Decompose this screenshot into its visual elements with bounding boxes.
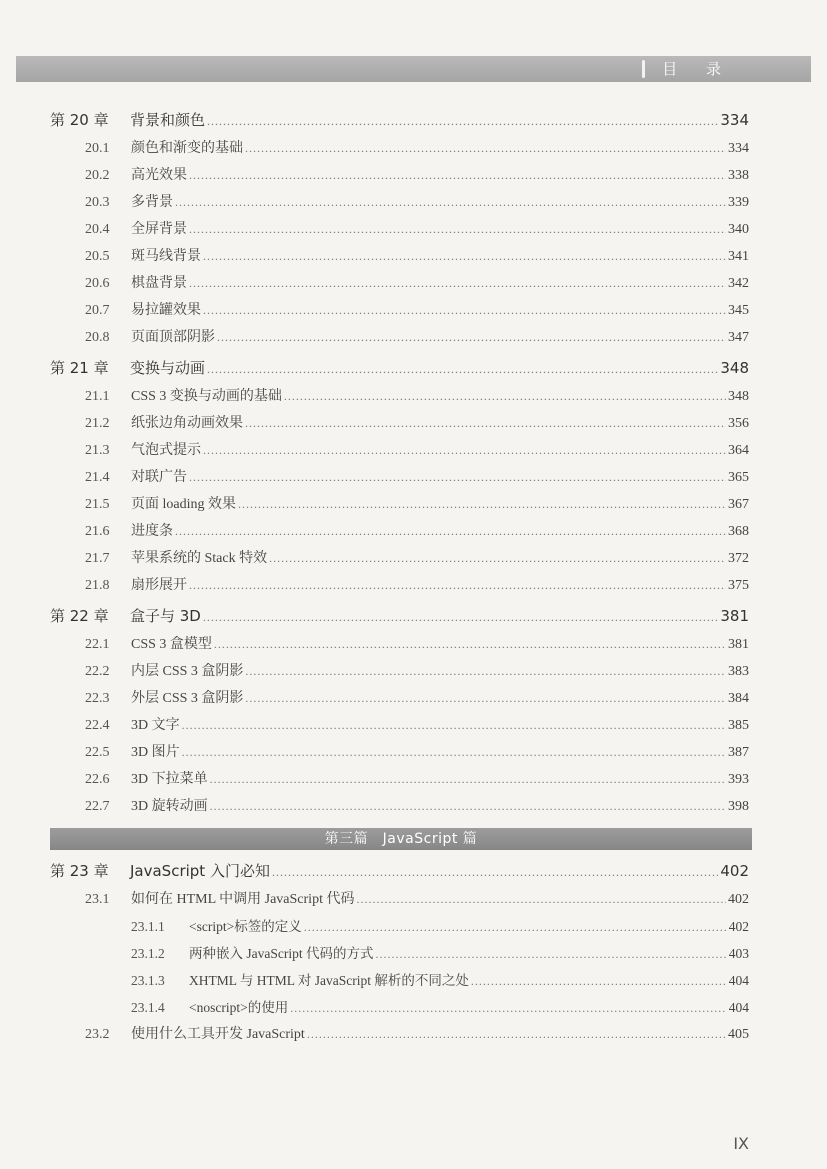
toc-section-21-7[interactable] [50, 547, 749, 574]
section-title: 多背景 [131, 195, 173, 210]
table-of-contents [50, 105, 749, 1050]
section-number: 20.4 [85, 222, 110, 237]
section-title: 如何在 HTML 中调用 JavaScript 代码 [131, 892, 355, 907]
section-title: 全屏背景 [131, 222, 187, 237]
dot-leader [210, 772, 726, 787]
toc-subsection-23-1-2[interactable] [50, 942, 749, 969]
page-ref: 387 [728, 745, 749, 760]
subsection-number: 23.1.3 [131, 973, 165, 988]
toc-section-21-6[interactable] [50, 520, 749, 547]
page-ref: 347 [728, 330, 749, 345]
dot-leader [245, 141, 726, 156]
dot-leader [214, 637, 726, 652]
section-title: 斑马线背景 [131, 249, 201, 264]
page-ref: 402 [728, 892, 749, 907]
page-ref: 334 [720, 111, 749, 129]
toc-section-20-6[interactable] [50, 272, 749, 299]
chapter-title: 背景和颜色 [130, 111, 206, 129]
toc-section-22-7[interactable] [50, 795, 749, 822]
dot-leader [189, 222, 726, 237]
dot-leader [207, 362, 718, 377]
section-title: 棋盘背景 [131, 276, 187, 291]
toc-section-22-1[interactable] [50, 633, 749, 660]
dot-leader [182, 745, 726, 760]
dot-leader [203, 610, 718, 625]
section-number: 21.4 [85, 470, 110, 485]
page-number: IX [733, 1134, 749, 1153]
toc-section-20-3[interactable] [50, 191, 749, 218]
section-number: 20.2 [85, 168, 110, 183]
section-number: 22.7 [85, 799, 110, 814]
dot-leader [189, 470, 726, 485]
section-number: 22.6 [85, 772, 110, 787]
section-title: CSS 3 盒模型 [131, 637, 212, 652]
toc-chapter-21[interactable] [50, 357, 749, 385]
section-title: 3D 旋转动画 [131, 799, 208, 814]
section-number: 21.1 [85, 389, 110, 404]
page-ref: 385 [728, 718, 749, 733]
page-ref: 393 [728, 772, 749, 787]
dot-leader [272, 865, 718, 880]
section-title: 苹果系统的 Stack 特效 [131, 551, 268, 566]
section-title: 对联广告 [131, 470, 187, 485]
part-header-bar: 第三篇 JavaScript 篇 [50, 828, 752, 850]
dot-leader [203, 303, 726, 318]
page-ref: 345 [728, 303, 749, 318]
page-ref: 404 [728, 973, 749, 988]
section-title: 3D 图片 [131, 745, 180, 760]
section-title: CSS 3 变换与动画的基础 [131, 389, 282, 404]
toc-section-21-2[interactable] [50, 412, 749, 439]
section-title: 3D 文字 [131, 718, 180, 733]
section-number: 23.1 [85, 892, 110, 907]
dot-leader [207, 114, 718, 129]
section-number: 20.3 [85, 195, 110, 210]
dot-leader [175, 195, 726, 210]
page-ref: 364 [728, 443, 749, 458]
toc-section-20-4[interactable] [50, 218, 749, 245]
page-ref: 341 [728, 249, 749, 264]
section-number: 22.5 [85, 745, 110, 760]
section-number: 22.4 [85, 718, 110, 733]
subsection-title: <noscript>的使用 [189, 1000, 289, 1015]
chapter-number: 第 22 章 [50, 607, 109, 625]
section-number: 23.2 [85, 1027, 110, 1042]
dot-leader [189, 578, 726, 593]
page-ref: 340 [728, 222, 749, 237]
page-ref: 405 [728, 1027, 749, 1042]
page-ref: 402 [720, 862, 749, 880]
toc-chapter-22[interactable] [50, 605, 749, 633]
toc-section-23-2[interactable] [50, 1023, 749, 1050]
dot-leader [290, 1001, 727, 1016]
page-ref: 368 [728, 524, 749, 539]
toc-section-20-7[interactable] [50, 299, 749, 326]
toc-subsection-23-1-3[interactable] [50, 969, 749, 996]
page-ref: 381 [728, 637, 749, 652]
toc-section-22-3[interactable] [50, 687, 749, 714]
dot-leader [210, 799, 726, 814]
dot-leader [356, 892, 726, 907]
toc-section-21-5[interactable] [50, 493, 749, 520]
page-ref: 372 [728, 551, 749, 566]
dot-leader [217, 330, 726, 345]
section-title: 页面顶部阴影 [131, 330, 215, 345]
toc-chapter-20[interactable] [50, 109, 749, 137]
chapter-number: 第 21 章 [50, 359, 109, 377]
toc-section-20-5[interactable] [50, 245, 749, 272]
section-number: 21.5 [85, 497, 110, 512]
section-title: 内层 CSS 3 盒阴影 [131, 664, 244, 679]
page-ref: 348 [728, 389, 749, 404]
chapter-number: 第 20 章 [50, 111, 109, 129]
toc-section-22-5[interactable] [50, 741, 749, 768]
section-number: 21.2 [85, 416, 110, 431]
section-number: 20.5 [85, 249, 110, 264]
section-title: 扇形展开 [131, 578, 187, 593]
section-title: 气泡式提示 [131, 443, 201, 458]
subsection-title: XHTML 与 HTML 对 JavaScript 解析的不同之处 [189, 973, 469, 988]
section-number: 21.3 [85, 443, 110, 458]
section-number: 21.8 [85, 578, 110, 593]
subsection-number: 23.1.4 [131, 1000, 165, 1015]
page-ref: 342 [728, 276, 749, 291]
dot-leader [245, 691, 726, 706]
section-number: 21.7 [85, 551, 110, 566]
page-ref: 403 [728, 946, 749, 961]
section-label: 目 录 [648, 56, 747, 82]
section-title: 易拉罐效果 [131, 303, 201, 318]
section-number: 22.3 [85, 691, 110, 706]
subsection-number: 23.1.2 [131, 946, 165, 961]
section-number: 20.7 [85, 303, 110, 318]
toc-section-21-8[interactable] [50, 574, 749, 601]
toc-section-20-1[interactable] [50, 137, 749, 164]
section-title: 进度条 [131, 524, 173, 539]
toc-section-22-6[interactable] [50, 768, 749, 795]
section-title: 颜色和渐变的基础 [131, 141, 243, 156]
toc-section-22-2[interactable] [50, 660, 749, 687]
dot-leader [175, 524, 726, 539]
dot-leader [245, 664, 726, 679]
dot-leader [471, 974, 727, 989]
section-number: 20.1 [85, 141, 110, 156]
section-title: 高光效果 [131, 168, 187, 183]
section-title: 3D 下拉菜单 [131, 772, 208, 787]
section-number: 22.2 [85, 664, 110, 679]
chapter-title: JavaScript 入门必知 [130, 862, 270, 880]
page-ref: 384 [728, 691, 749, 706]
subsection-title: 两种嵌入 JavaScript 代码的方式 [189, 946, 374, 961]
toc-section-20-2[interactable] [50, 164, 749, 191]
page-ref: 398 [728, 799, 749, 814]
page-ref: 367 [728, 497, 749, 512]
toc-section-23-1[interactable] [50, 888, 749, 915]
dot-leader [269, 551, 726, 566]
chapter-number: 第 23 章 [50, 862, 109, 880]
dot-leader [245, 416, 726, 431]
page-ref: 375 [728, 578, 749, 593]
toc-section-21-3[interactable] [50, 439, 749, 466]
dot-leader [189, 168, 726, 183]
page-ref: 348 [720, 359, 749, 377]
dot-leader [304, 920, 727, 935]
section-title: 页面 loading 效果 [131, 497, 236, 512]
subsection-number: 23.1.1 [131, 919, 165, 934]
page-ref: 356 [728, 416, 749, 431]
page-ref: 381 [720, 607, 749, 625]
page-ref: 402 [728, 919, 749, 934]
header-band [16, 56, 811, 82]
toc-chapter-23[interactable] [50, 860, 749, 888]
dot-leader [189, 276, 726, 291]
subsection-title: <script>标签的定义 [189, 919, 302, 934]
dot-leader [203, 249, 726, 264]
section-number: 20.6 [85, 276, 110, 291]
section-number: 21.6 [85, 524, 110, 539]
toc-section-21-4[interactable] [50, 466, 749, 493]
page-ref: 383 [728, 664, 749, 679]
dot-leader [375, 947, 726, 962]
chapter-title: 盒子与 3D [130, 607, 201, 625]
dot-leader [203, 443, 726, 458]
toc-section-21-1[interactable] [50, 385, 749, 412]
section-number: 22.1 [85, 637, 110, 652]
page-ref: 339 [728, 195, 749, 210]
dot-leader [182, 718, 726, 733]
dot-leader [238, 497, 726, 512]
page-ref: 338 [728, 168, 749, 183]
section-number: 20.8 [85, 330, 110, 345]
page-ref: 334 [728, 141, 749, 156]
toc-subsection-23-1-1[interactable] [50, 915, 749, 942]
page-ref: 404 [728, 1000, 749, 1015]
toc-section-20-8[interactable] [50, 326, 749, 353]
section-title: 使用什么工具开发 JavaScript [131, 1027, 305, 1042]
chapter-title: 变换与动画 [130, 359, 206, 377]
section-title: 外层 CSS 3 盒阴影 [131, 691, 244, 706]
toc-section-22-4[interactable] [50, 714, 749, 741]
page-ref: 365 [728, 470, 749, 485]
section-title: 纸张边角动画效果 [131, 416, 243, 431]
dot-leader [307, 1027, 726, 1042]
toc-subsection-23-1-4[interactable] [50, 996, 749, 1023]
dot-leader [284, 389, 726, 404]
